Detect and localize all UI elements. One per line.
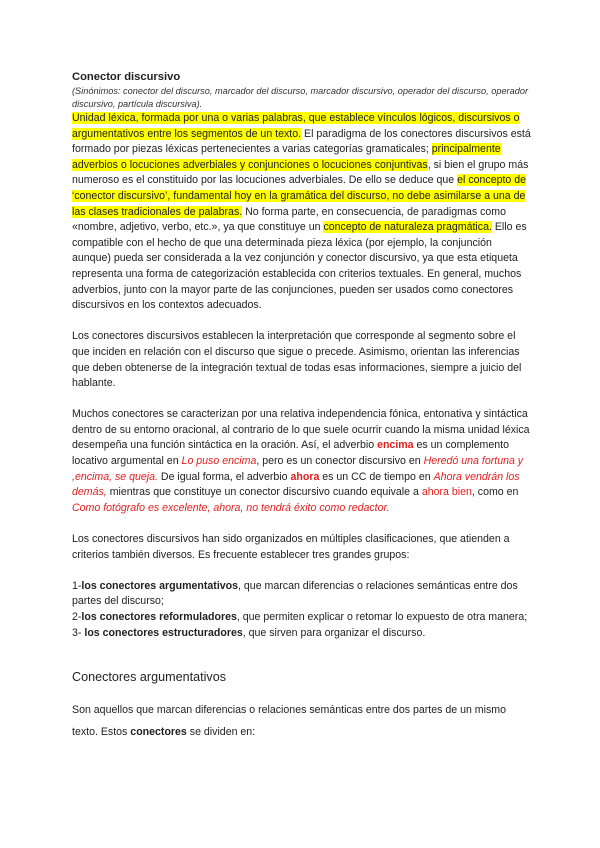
highlight-pragmatic: concepto de naturaleza pragmática. xyxy=(323,221,492,234)
section-heading: Conectores argumentativos xyxy=(72,670,227,685)
example-word-encima: encima xyxy=(377,439,414,452)
example-sentence: Como fotógrafo es excelente, ahora, no tendrá éxito como redactor. xyxy=(72,501,390,514)
list-item: 1-los conectores argumentativos, que marcan diferencias o relaciones semánticas entre dos partes del discurso; xyxy=(72,579,518,608)
document-body xyxy=(72,70,532,743)
page-title: Conector discursivo xyxy=(72,71,181,83)
example-word-ahora-bien: ahora bien xyxy=(421,486,472,499)
example-word-ahora: ahora xyxy=(290,470,320,483)
section-paragraph: Son aquellos que marcan diferencias o relaciones semánticas entre dos partes de un mismo texto. Estos conectores se dividen en: xyxy=(72,704,506,739)
synonyms-note: (Sinónimos: conector del discurso, marcador del discurso, marcador discursivo, operador del discurso, operador discursivo, partícula discursiva). xyxy=(72,86,529,109)
groups-list xyxy=(72,579,532,641)
definition-paragraph: Unidad léxica, formada por una o varias palabras, que establece vínculos lógicos, discursivos o argumentativos entre los segmentos de un texto. El paradigma de los conectores discursivos está formado por piezas léxicas pertenecientes a varias categorías gramaticales; principalmente adverbios o locuciones adverbiales y conjunciones o locuciones conjuntivas, si bien el grupo más numeroso es el constituido por las locuciones adverbiales. De ello se deduce que el concepto de ‘conector discursivo’, fundamental hoy en la gramática del discurso, no debe asimilarse a una de las clases tradicionales de palabras. No forma parte, en consecuencia, de paradigmas como «nombre, adjetivo, verbo, etc.», ya que constituye un concepto de naturaleza pragmática. Ello es compatible con el hecho de que una determinada pieza léxica (por ejemplo, la conjunción aunque) pueda ser considerada a la vez conjunción y conector discursivo, ya que esta etiqueta representa una forma de categorización establecida con criterios textuales. En general, muchos adverbios, junto con la mayor parte de las conjunciones, pueden ser usados como conectores discursivos en los contextos adecuados. xyxy=(72,112,531,312)
example-sentence: Lo puso encima xyxy=(181,455,257,468)
classification-paragraph: Los conectores discursivos han sido organizados en múltiples clasificaciones, que atienden a criterios también diversos. Es frecuente establecer tres grandes grupos: xyxy=(72,533,510,561)
highlight-definition: Unidad léxica, formada por una o varias palabras, que establece vínculos lógicos, discursivos o argumentativos entre los segmentos de un texto. xyxy=(72,112,520,140)
independence-paragraph: Muchos conectores se caracterizan por una relativa independencia fónica, entonativa y sintáctica dentro de su entorno oracional, al contrario de lo que suele ocurrir cuando la misma unidad léxica desempeña una función sintáctica en la oración. Así, el adverbio encima es un complemento locativo argumental en Lo puso encima, pero es un conector discursivo en Heredó una fortuna y ,encima, se queja. De igual forma, el adverbio ahora es un CC de tiempo en Ahora vendrán los demás, mientras que constituye un conector discursivo cuando equivale a ahora bien, como en Como fotógrafo es excelente, ahora, no tendrá éxito como redactor. xyxy=(72,408,530,514)
highlight-concept: el concepto de ‘conector discursivo’, fundamental hoy en la gramática del discurso, no debe asimilarse a una de las clases tradicionales de palabras. xyxy=(72,174,527,218)
list-item: 2-los conectores reformuladores, que permiten explicar o retomar lo expuesto de otra manera; xyxy=(72,611,528,623)
list-item: 3- los conectores estructuradores, que sirven para organizar el discurso. xyxy=(72,626,426,639)
interpretation-paragraph: Los conectores discursivos establecen la interpretación que corresponde al segmento sobre el que inciden en relación con el discurso que sigue o precede. Asimismo, orientan las inferencias que deben obtenerse de la integración textual de todas esas informaciones, siempre a juicio del hablante. xyxy=(72,330,522,390)
highlight-categories: principalmente adverbios o locuciones adverbiales y conjunciones o locuciones conjuntivas xyxy=(72,143,501,171)
example-sentence: Heredó una fortuna y ,encima, se queja. xyxy=(72,455,524,483)
example-sentence: Ahora vendrán los demás, xyxy=(72,470,520,499)
